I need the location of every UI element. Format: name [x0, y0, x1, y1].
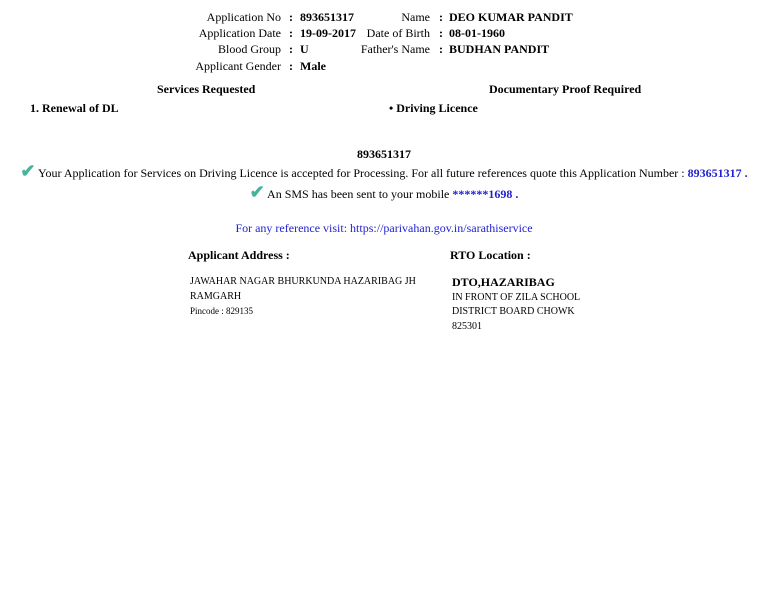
- check-icon: ✔: [249, 182, 265, 202]
- father-name-label: Father's Name: [360, 42, 430, 56]
- check-icon: ✔: [20, 161, 36, 181]
- proof-item: • Driving Licence: [389, 101, 478, 115]
- rto-pin: 825301: [452, 321, 482, 332]
- name-label: Name: [401, 10, 430, 24]
- colon: :: [439, 26, 443, 40]
- colon: :: [289, 10, 293, 24]
- application-date-label: Application Date: [198, 26, 281, 40]
- colon: :: [289, 59, 293, 73]
- rto-line2: DISTRICT BOARD CHOWK: [452, 306, 575, 317]
- rto-line1: IN FRONT OF ZILA SCHOOL: [452, 292, 581, 303]
- accepted-number: 893651317 .: [687, 166, 748, 180]
- sms-message: [0, 183, 768, 202]
- gender-value: Male: [300, 59, 326, 73]
- address-line1: JAWAHAR NAGAR BHURKUNDA HAZARIBAG JH: [190, 276, 416, 287]
- rto-location-header: RTO Location :: [450, 248, 531, 262]
- services-requested-header: Services Requested: [157, 82, 256, 96]
- blood-group-label: Blood Group: [218, 42, 281, 56]
- colon: :: [439, 10, 443, 24]
- dob-label: Date of Birth: [366, 26, 430, 40]
- gender-label: Applicant Gender: [195, 59, 281, 73]
- application-date-value: 19-09-2017: [300, 26, 356, 40]
- sms-number: ******1698 .: [452, 187, 519, 201]
- application-number-heading: 893651317: [357, 147, 411, 161]
- sms-text: An SMS has been sent to your mobile: [267, 187, 450, 201]
- documentary-proof-header: Documentary Proof Required: [489, 82, 642, 96]
- accepted-message: [0, 162, 768, 181]
- colon: :: [289, 42, 293, 56]
- rto-name: DTO,HAZARIBAG: [452, 275, 555, 289]
- dob-value: 08-01-1960: [449, 26, 505, 40]
- reference-link[interactable]: For any reference visit: https://parivahan.gov.in/sarathiservice: [235, 221, 533, 235]
- application-no-label: Application No: [206, 10, 281, 24]
- service-item: 1. Renewal of DL: [30, 101, 119, 115]
- name-value: DEO KUMAR PANDIT: [449, 10, 573, 24]
- father-name-value: BUDHAN PANDIT: [449, 42, 550, 56]
- application-no-value: 893651317: [300, 10, 354, 24]
- blood-group-value: U: [300, 42, 309, 56]
- accepted-text: Your Application for Services on Driving Licence is accepted for Processing. For all future references quote this Application Number :: [38, 166, 685, 180]
- colon: :: [289, 26, 293, 40]
- colon: :: [439, 42, 443, 56]
- applicant-address-header: Applicant Address :: [188, 248, 290, 262]
- address-pincode: Pincode : 829135: [190, 306, 253, 316]
- address-line2: RAMGARH: [190, 291, 242, 302]
